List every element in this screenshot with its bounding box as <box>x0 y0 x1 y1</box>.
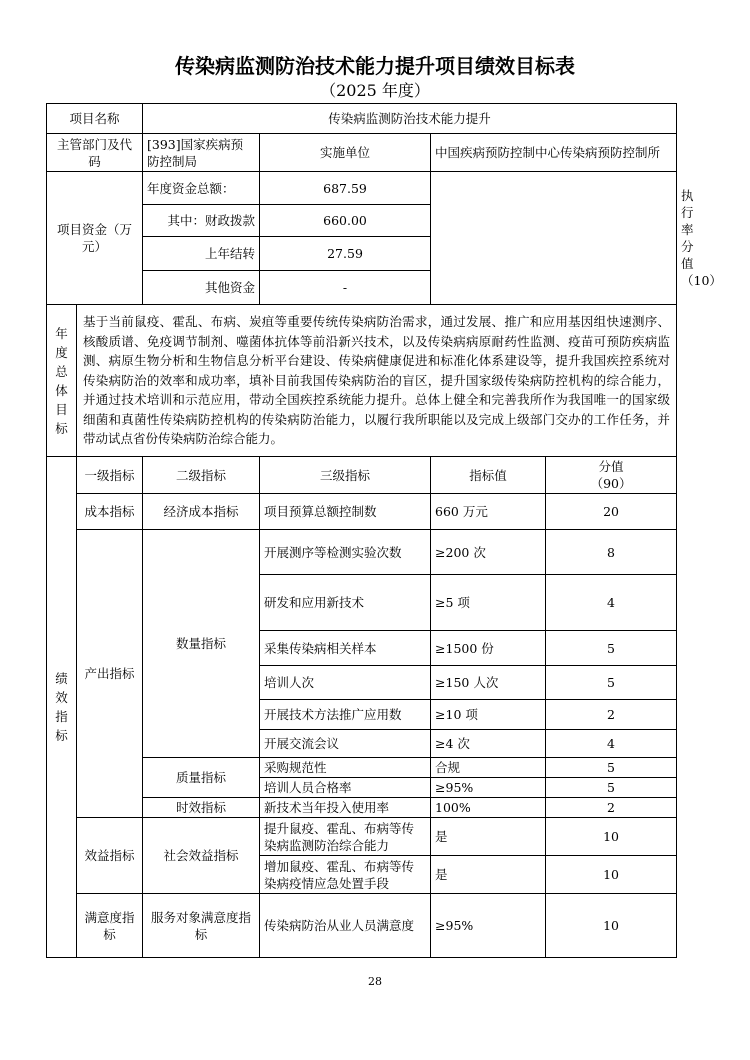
indicator-name: 传染病防治从业人员满意度 <box>260 894 431 958</box>
header-level3: 三级指标 <box>260 457 431 494</box>
document-subtitle: （2025 年度） <box>320 81 430 100</box>
implementing-unit-label: 实施单位 <box>260 134 431 172</box>
performance-table <box>46 103 722 958</box>
annual-goal-label-cell <box>47 305 77 457</box>
level2-service-satisfaction: 服务对象满意度指标 <box>143 894 260 958</box>
indicator-name: 开展测序等检测实验次数 <box>260 530 431 575</box>
level1-satisfaction: 满意度指标 <box>77 894 143 958</box>
indicator-value: ≥200 次 <box>431 530 546 575</box>
implementing-unit-value: 中国疾病预防控制中心传染病预防控制所 <box>431 134 677 172</box>
annual-goal-text: 基于当前鼠疫、霍乱、布病、炭疽等重要传统传染病防治需求，通过发展、推广和应用基因组快速测序、核酸质谱、免疫调节制剂、噬菌体抗体等前沿新兴技术，以及传染病病原耐药性监测、疫苗可预防疾病监测、病原生物分析和生物信息分析平台建设、传染病健康促进和标准化体系建设等，提升我国疾控系统对传染病防治的效率和成功率，填补目前我国传染病防治的盲区，提升国家级传染病防控机构的综合能力，并通过技术培训和示范应用，带动全国疾控系统能力提升。总体上健全和完善我所作为我国唯一的国家级细菌和真菌性传染病防控机构的传染病防治能力，以履行我所职能以及完成上级部门交办的工作任务，并带动试点省份传染病防治综合能力。 <box>77 305 677 457</box>
indicator-value: 合规 <box>431 758 546 778</box>
project-name-label: 项目名称 <box>47 104 143 134</box>
indicator-value: 100% <box>431 798 546 818</box>
indicator-name: 采购规范性 <box>260 758 431 778</box>
project-name-row <box>47 104 677 134</box>
header-value: 指标值 <box>431 457 546 494</box>
department-value: [393]国家疾病预防控制局 <box>143 134 260 172</box>
indicator-value: 是 <box>431 818 546 856</box>
indicator-score: 5 <box>546 666 677 700</box>
level2-quantity: 数量指标 <box>143 530 260 758</box>
indicator-score: 2 <box>546 700 677 730</box>
indicator-score: 10 <box>546 818 677 856</box>
indicator-score: 4 <box>546 730 677 758</box>
page-number: 28 <box>368 975 382 988</box>
funds-fiscal-value: 660.00 <box>260 205 431 237</box>
indicator-value: ≥5 项 <box>431 575 546 631</box>
indicator-score: 5 <box>546 778 677 798</box>
indicator-score: 5 <box>546 631 677 666</box>
indicator-name: 培训人次 <box>260 666 431 700</box>
header-score-total: （90） <box>590 476 632 491</box>
indicator-score: 20 <box>546 494 677 530</box>
funds-spacer <box>431 172 677 305</box>
indicator-name: 项目预算总额控制数 <box>260 494 431 530</box>
indicator-value: ≥150 人次 <box>431 666 546 700</box>
indicator-score: 8 <box>546 530 677 575</box>
indicator-value: 是 <box>431 856 546 894</box>
indicator-score: 10 <box>546 856 677 894</box>
header-score-label: 分值 <box>598 459 624 474</box>
indicator-value: ≥10 项 <box>431 700 546 730</box>
funds-other-label: 其他资金 <box>143 271 260 305</box>
level2-timeliness: 时效指标 <box>143 798 260 818</box>
indicator-name: 开展技术方法推广应用数 <box>260 700 431 730</box>
department-row <box>47 134 677 172</box>
level1-benefit: 效益指标 <box>77 818 143 894</box>
performance-table-container <box>46 103 722 958</box>
funds-total-row: 项目资金（万元） 年度资金总额： 687.59 执行率 分值 （10） <box>47 172 677 205</box>
indicator-score: 2 <box>546 798 677 818</box>
funds-total-label: 年度资金总额： <box>143 172 260 205</box>
level2-economic-cost: 经济成本指标 <box>143 494 260 530</box>
project-name-value: 传染病监测防治技术能力提升 <box>143 104 677 134</box>
level2-quality: 质量指标 <box>143 758 260 798</box>
funds-fiscal-label: 其中：财政拨款 <box>143 205 260 237</box>
annual-goal-label: 年度总体目标 <box>55 325 68 436</box>
indicator-score: 5 <box>546 758 677 778</box>
table-row <box>47 894 677 958</box>
indicators-section-cell <box>47 457 77 958</box>
indicator-value: ≥95% <box>431 778 546 798</box>
indicator-name: 培训人员合格率 <box>260 778 431 798</box>
indicator-value: ≥95% <box>431 894 546 958</box>
funds-other-value: - <box>260 271 431 305</box>
indicator-name: 采集传染病相关样本 <box>260 631 431 666</box>
indicator-value: 660 万元 <box>431 494 546 530</box>
indicators-section-label: 绩效指标 <box>55 671 68 743</box>
indicator-score: 10 <box>546 894 677 958</box>
indicator-name: 开展交流会议 <box>260 730 431 758</box>
indicator-score: 4 <box>546 575 677 631</box>
indicator-name: 研发和应用新技术 <box>260 575 431 631</box>
indicator-name: 新技术当年投入使用率 <box>260 798 431 818</box>
indicator-name: 增加鼠疫、霍乱、布病等传染病疫情应急处置手段 <box>260 856 431 894</box>
document-title: 传染病监测防治技术能力提升项目绩效目标表 <box>175 54 575 78</box>
funds-label: 项目资金（万元） <box>47 172 143 305</box>
header-level1: 一级指标 <box>77 457 143 494</box>
level2-social-benefit: 社会效益指标 <box>143 818 260 894</box>
level1-output: 产出指标 <box>77 530 143 818</box>
funds-total-value: 687.59 <box>260 172 431 205</box>
indicator-value: ≥4 次 <box>431 730 546 758</box>
funds-carryover-label: 上年结转 <box>143 237 260 271</box>
indicator-name: 提升鼠疫、霍乱、布病等传染病监测防治综合能力 <box>260 818 431 856</box>
table-row <box>47 494 677 530</box>
table-row <box>47 818 677 856</box>
indicator-value: ≥1500 份 <box>431 631 546 666</box>
level1-cost: 成本指标 <box>77 494 143 530</box>
header-score <box>546 457 677 494</box>
table-row <box>47 530 677 575</box>
funds-carryover-value: 27.59 <box>260 237 431 271</box>
department-label: 主管部门及代码 <box>47 134 143 172</box>
header-level2: 二级指标 <box>143 457 260 494</box>
annual-goal-row <box>47 305 677 457</box>
indicator-header-row <box>47 457 677 494</box>
